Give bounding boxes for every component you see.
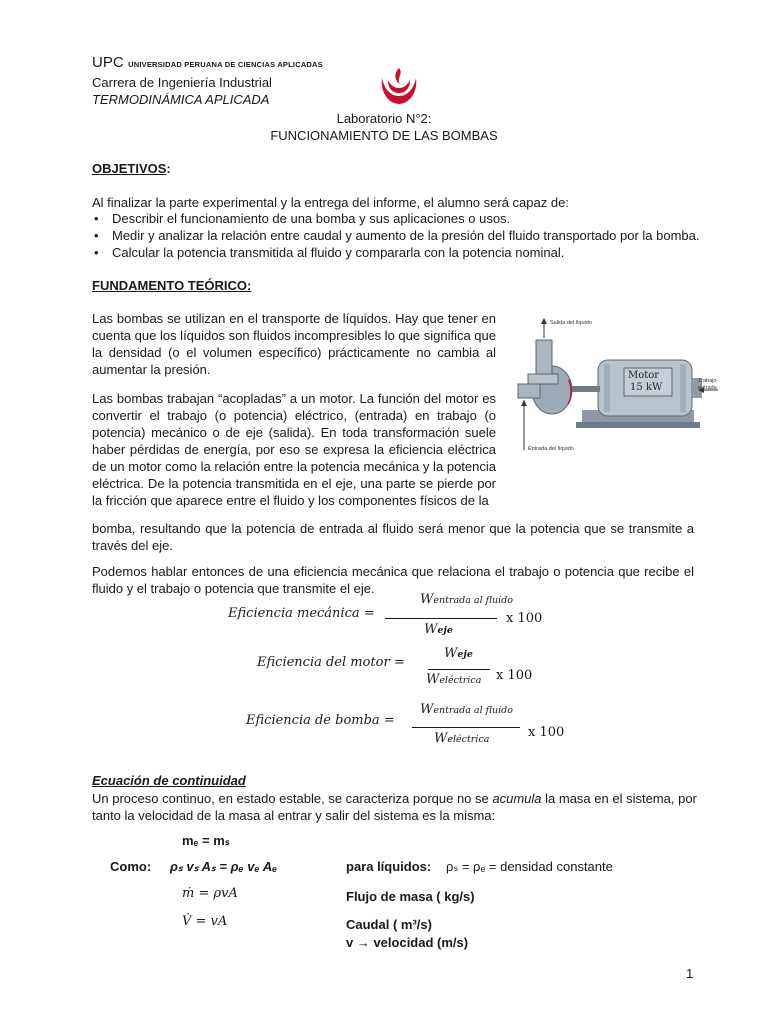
figure-label-in: Entrada del líquido — [528, 446, 574, 452]
velocity-label: v → velocidad (m/s) — [346, 935, 469, 950]
mass-balance-eq: mₑ = mₛ — [182, 833, 230, 848]
objectives-heading — [92, 160, 171, 177]
career: Carrera de Ingeniería Industrial — [92, 75, 272, 90]
figure-label-out: Salida del líquido — [550, 320, 592, 326]
theory-para3: Podemos hablar entonces de una eficiencia mecánica que relaciona el trabajo o potencia que recibe el fluido y el trabajo o potencia que transmite el eje. — [92, 564, 694, 596]
eff-mech-fraction-line — [385, 618, 497, 619]
lab-title: Laboratorio N°2: — [336, 111, 432, 126]
continuity-rho-eq: ρₛ vₛ Aₛ = ρₑ vₑ Aₑ — [170, 859, 278, 874]
university-name: UNIVERSIDAD PERUANA DE CIENCIAS APLICADAS — [128, 60, 323, 69]
upc-logo — [374, 64, 424, 108]
objective-item: • Calcular la potencia transmitida al fluido y compararla con la potencia nominal. — [92, 244, 732, 261]
eff-mech-times100: x 100 — [506, 611, 543, 626]
eff-pump-label: Eficiencia de bomba = — [246, 713, 395, 728]
para-liquidos: para líquidos: — [346, 859, 432, 874]
density-constant: ρₛ = ρₑ = densidad constante — [446, 859, 613, 874]
eff-pump-denominator: Weléctrica — [434, 731, 490, 746]
eff-pump-numerator: Wentrada al fluido — [420, 702, 513, 717]
objectives-list — [92, 210, 732, 261]
page-number: 1 — [686, 966, 694, 981]
w-dot-symbol: W — [420, 592, 434, 607]
eff-motor-numerator: Weje — [444, 646, 473, 661]
continuity-heading: Ecuación de continuidad — [92, 773, 246, 788]
course: TERMODINÁMICA APLICADA — [92, 92, 270, 107]
mass-flow-label: Flujo de masa ( kg/s) — [346, 889, 475, 904]
pump-motor-figure — [512, 318, 722, 458]
eff-pump-fraction-line — [412, 727, 520, 728]
title-block — [0, 110, 768, 144]
objective-item: • Describir el funcionamiento de una bomba y sus aplicaciones o usos. — [92, 210, 732, 227]
theory-para2: Las bombas trabajan “acopladas” a un motor. La función del motor es convertir el trabajo (o potencia) eléctrico, (entrada) en trabajo (o potencia) mecánico o de eje (salida). En toda transformación suele haber pérdidas de energía, por eso se expresa la eficiencia eléctrica de un motor como la relación entre la potencia mecánica y la potencia eléctrica. De la potencia transmitida en el eje, una parte se pierde por la fricción que aparece entre el fluido y los componentes físicos de la — [92, 391, 496, 508]
theory-heading: FUNDAMENTO TEÓRICO: — [92, 278, 252, 293]
pump-motor-illustration — [512, 318, 722, 458]
continuity-para: Un proceso continuo, en estado estable, se caracteriza porque no se acumula la masa en el sistema, por tanto la velocidad de la masa al entrar y salir del sistema es la misma: — [92, 791, 697, 823]
lab-subject: FUNCIONAMIENTO DE LAS BOMBAS — [270, 128, 498, 143]
eff-motor-label: Eficiencia del motor = — [257, 655, 405, 670]
upc-abbr: UPC — [92, 54, 124, 71]
figure-motor-power: 15 kW — [630, 382, 663, 393]
theory-para1: Las bombas se utilizan en el transporte de líquidos. Hay que tener en cuenta que los líquidos son fluidos incompresibles lo que significa que la densidad (o el volumen específico) prácticamente no cambia al aumentar la presión. — [92, 311, 496, 377]
figure-motor-label: Motor — [628, 370, 660, 381]
objective-item: • Medir y analizar la relación entre caudal y aumento de la presión del fluido transportado por la bomba. — [92, 227, 732, 244]
eff-mech-numerator: Wentrada al fluido — [420, 592, 513, 607]
eff-mech-label: Eficiencia mecánica = — [228, 606, 375, 621]
objectives-intro: Al finalizar la parte experimental y la entrega del informe, el alumno será capaz de: — [92, 195, 569, 210]
eff-motor-denominator: Weléctrica — [426, 672, 482, 687]
como-label: Como: — [110, 859, 152, 874]
vol-flow-label: Caudal ( m³/s) — [346, 917, 432, 932]
objectives-heading-text: OBJETIVOS — [92, 161, 167, 176]
eff-pump-times100: x 100 — [528, 725, 565, 740]
figure-label-work: Trabajo entrada — [698, 378, 717, 391]
eff-motor-times100: x 100 — [496, 668, 533, 683]
mass-flow-eq: ṁ = ρvA — [182, 886, 238, 901]
objectives-heading-colon: : — [166, 161, 171, 176]
vol-flow-eq: V̇ = vA — [182, 914, 228, 929]
eff-mech-denominator: Weje — [424, 622, 453, 637]
theory-para2-cont: bomba, resultando que la potencia de entrada al fluido será menor que la potencia que se transmite a través del eje. — [92, 521, 694, 553]
